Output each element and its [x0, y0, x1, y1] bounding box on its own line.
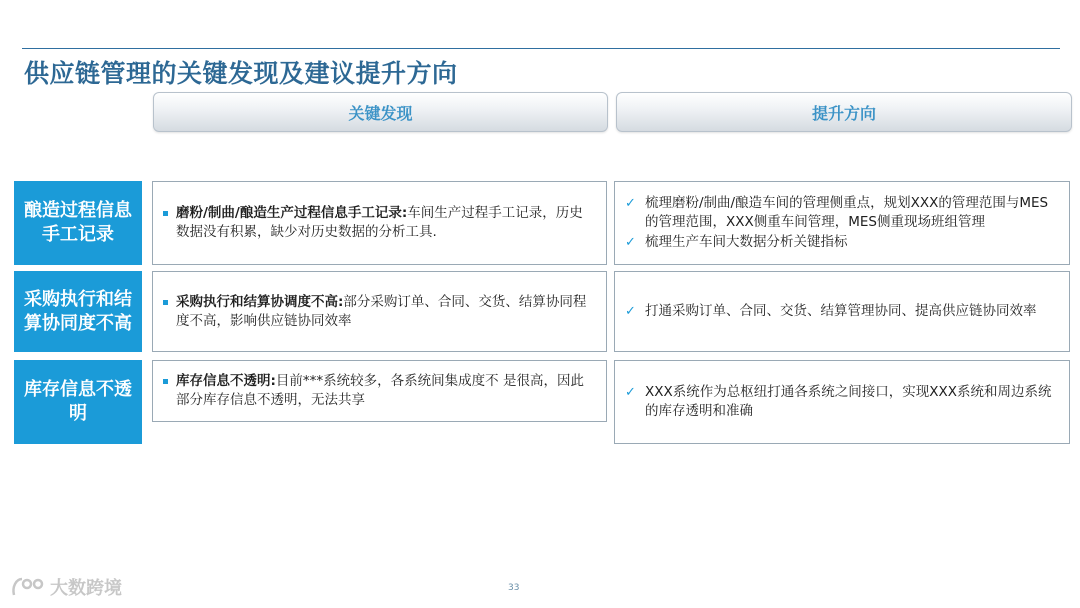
- watermark: [10, 574, 122, 600]
- directions-column-header: 提升方向: [616, 92, 1072, 132]
- finding-text: [176, 204, 592, 242]
- finding-body: 目前***系统较多，各系统间集成度不 是很高，因此部分库存信息不透明，无法共享: [176, 373, 584, 408]
- finding-box-procurement: [152, 271, 607, 352]
- checkmark-icon: ✓: [625, 385, 636, 400]
- row-label-procurement: 采购执行和结算协同度不高: [14, 271, 142, 352]
- row-label-brewing: 酿造过程信息手工记录: [14, 181, 142, 265]
- direction-text: 梳理生产车间大数据分析关键指标: [645, 234, 848, 250]
- direction-box-inventory: [614, 360, 1070, 444]
- checkmark-icon: ✓: [625, 235, 636, 250]
- finding-text: [176, 372, 592, 410]
- checkmark-icon: ✓: [625, 196, 636, 211]
- square-bullet-icon: [163, 379, 168, 384]
- watermark-text: 大数跨境: [50, 578, 122, 599]
- direction-item: [625, 194, 1057, 232]
- finding-body: 部分采购订单、合同、交货、结算协同程度不高，影响供应链协同效率: [176, 293, 587, 329]
- watermark-logo-icon: [10, 575, 46, 599]
- finding-body: 车间生产过程手工记录，历史数据没有积累，缺少对历史数据的分析工具.: [176, 205, 583, 240]
- direction-box-procurement: [614, 271, 1070, 352]
- direction-item: [625, 383, 1057, 421]
- finding-item: [163, 293, 592, 331]
- square-bullet-icon: [163, 300, 168, 305]
- direction-text: 打通采购订单、合同、交货、结算管理协同、提高供应链协同效率: [645, 303, 1037, 319]
- finding-heading: 库存信息不透明:: [176, 373, 276, 389]
- finding-item: [163, 204, 592, 242]
- row-label-inventory: 库存信息不透明: [14, 360, 142, 444]
- page-number: 33: [508, 583, 520, 593]
- square-bullet-icon: [163, 211, 168, 216]
- finding-box-brewing: [152, 181, 607, 265]
- finding-box-inventory: [152, 360, 607, 422]
- finding-heading: 磨粉/制曲/酿造生产过程信息手工记录:: [176, 205, 408, 221]
- page-title: 供应链管理的关键发现及建议提升方向: [24, 59, 458, 88]
- direction-text: 梳理磨粉/制曲/酿造车间的管理侧重点，规划XXX的管理范围与MES的管理范围，XXX侧重车间管理，MES侧重现场班组管理: [645, 195, 1049, 230]
- direction-box-brewing: [614, 181, 1070, 265]
- finding-heading: 采购执行和结算协调度不高:: [176, 293, 344, 310]
- finding-item: [163, 372, 592, 410]
- direction-item: [625, 233, 1057, 252]
- title-divider: [22, 48, 1060, 49]
- direction-item: [625, 302, 1057, 321]
- checkmark-icon: ✓: [625, 304, 636, 319]
- finding-text: [176, 293, 592, 331]
- findings-column-header: 关键发现: [153, 92, 608, 132]
- direction-text: XXX系统作为总枢纽打通各系统之间接口，实现XXX系统和周边系统的库存透明和准确: [645, 384, 1052, 419]
